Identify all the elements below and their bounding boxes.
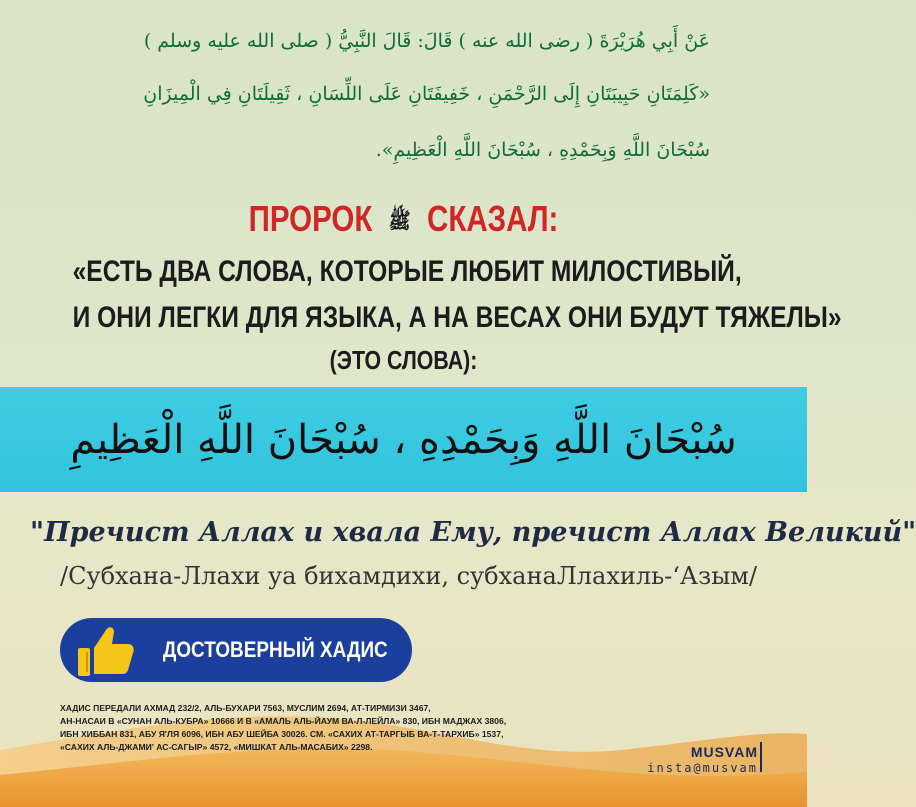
- brand-handle: insta@musvam: [647, 761, 758, 775]
- arabic-intro-line-2: «كَلِمَتَانِ حَبِيبَتَانِ إِلَى الرَّحْمَنِ ، خَفِيفَتَانِ عَلَى اللِّسَانِ ، ثَقِيلَتَانِ فِي الْمِيزَانِ: [143, 83, 710, 105]
- source-line: «САХИХ АЛЬ-ДЖАМИ' АС-САГЫР» 4572, «МИШКАТ АЛЬ-МАСАБИХ» 2298.: [60, 742, 373, 752]
- transliteration-text: /Субхана-Ллахи уа бихамдихи, субханаЛлахиль-‘Азым/: [60, 562, 758, 590]
- salawat-glyph: ﷺ: [388, 208, 411, 235]
- badge-label: ДОСТОВЕРНЫЙ ХАДИС: [162, 637, 388, 662]
- arabic-intro-line-3: سُبْحَانَ اللَّهِ وَبِحَمْدِهِ ، سُبْحَانَ اللَّهِ الْعَظِيمِ».: [375, 139, 710, 161]
- thumbs-up-icon: [68, 614, 140, 686]
- quote-line-1: «ЕСТЬ ДВА СЛОВА, КОТОРЫЕ ЛЮБИТ МИЛОСТИВЫЙ,: [72, 255, 742, 288]
- arabic-intro-line-1: عَنْ أَبِي هُرَيْرَةَ ( رضى الله عنه ) قَالَ: قَالَ النَّبِيُّ ( صلى الله عليه وسلم ): [143, 30, 710, 52]
- dhikr-arabic-text: سُبْحَانَ اللَّهِ وَبِحَمْدِهِ ، سُبْحَانَ اللَّهِ الْعَظِيمِ: [70, 417, 737, 463]
- quote-line-3: (ЭТО СЛОВА):: [329, 345, 478, 375]
- source-line: ИБН ХИББАН 831, АБУ Я'ЛЯ 6096, ИБН АБУ ШЕЙБА 30026. СМ. «САХИХ АТ-ТАРГЫБ ВА-Т-ТАРХИБ» 1537,: [60, 729, 504, 739]
- brand-block: [590, 744, 758, 776]
- prophet-heading: [73, 190, 735, 248]
- heading-said-word: СКАЗАЛ:: [426, 198, 559, 239]
- brand-name: MUSVAM: [690, 744, 758, 760]
- source-line: АН-НАСАИ В «СУНАН АЛЬ-КУБРА» 10666 И В «АМАЛЬ АЛЬ-ЙАУМ ВА-Л-ЛЕЙЛА» 830, ИБН МАДЖАХ 3806,: [60, 716, 507, 726]
- quote-line-2: И ОНИ ЛЕГКИ ДЛЯ ЯЗЫКА, А НА ВЕСАХ ОНИ БУДУТ ТЯЖЕЛЫ»: [72, 301, 842, 334]
- source-line: ХАДИС ПЕРЕДАЛИ АХМАД 232/2, АЛЬ-БУХАРИ 7563, МУСЛИМ 2694, АТ-ТИРМИЗИ 3467,: [60, 703, 431, 713]
- brand-divider: [760, 742, 762, 772]
- translation-text: "Пречист Аллах и хвала Ему, пречист Аллах Великий": [30, 517, 916, 548]
- heading-prophet-word: ПРОРОК: [248, 198, 373, 239]
- hadith-sources: [60, 702, 580, 754]
